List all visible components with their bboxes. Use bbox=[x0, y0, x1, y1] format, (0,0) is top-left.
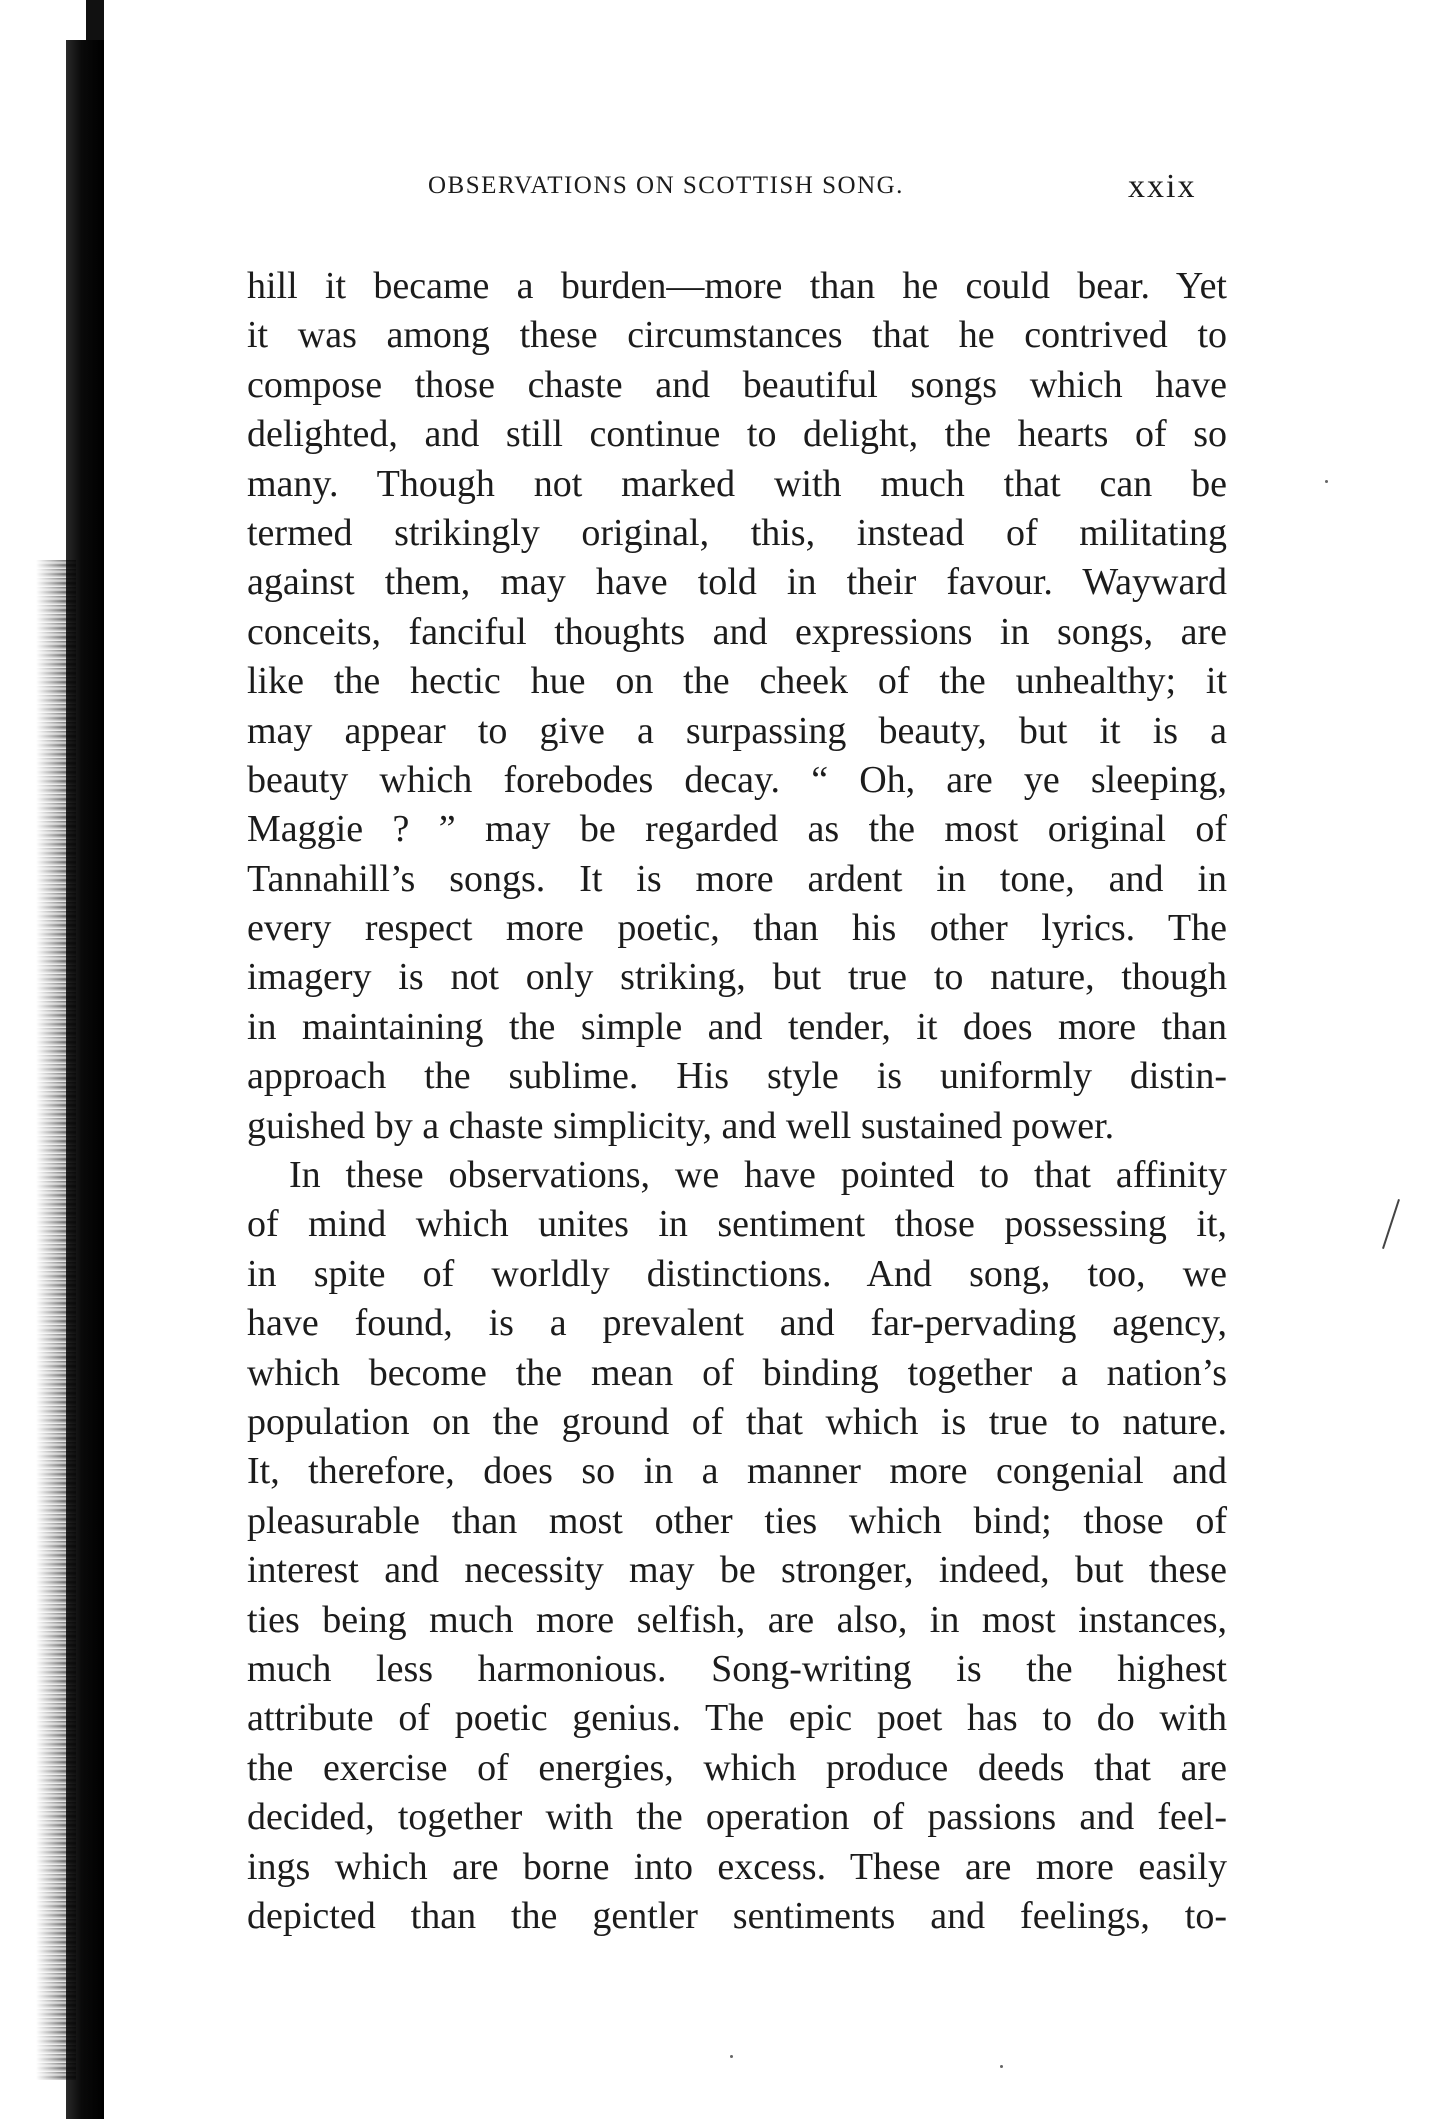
page-gutter-shadow bbox=[0, 0, 110, 2119]
text-line: approach the sublime. His style is uniformly distin- bbox=[247, 1055, 1227, 1098]
margin-stray-mark bbox=[1382, 1199, 1400, 1249]
text-line: in spite of worldly distinctions. And song, too, we bbox=[247, 1252, 1227, 1295]
text-line: many. Though not marked with much that can be bbox=[247, 462, 1227, 505]
text-line: imagery is not only striking, but true to nature, though bbox=[247, 956, 1227, 999]
text-line: depicted than the gentler sentiments and feelings, to- bbox=[247, 1894, 1227, 1937]
text-line: in maintaining the simple and tender, it does more than bbox=[247, 1005, 1227, 1048]
text-line: against them, may have told in their favour. Wayward bbox=[247, 561, 1227, 604]
text-line: have found, is a prevalent and far-pervading agency, bbox=[247, 1302, 1227, 1345]
paper-speck bbox=[1325, 480, 1328, 483]
text-line-paragraph-start: In these observations, we have pointed to that affinity bbox=[289, 1154, 1227, 1197]
text-line: attribute of poetic genius. The epic poet has to do with bbox=[247, 1697, 1227, 1740]
text-line: which become the mean of binding together a nation’s bbox=[247, 1351, 1227, 1394]
text-line: ties being much more selfish, are also, in most instances, bbox=[247, 1598, 1227, 1641]
text-line: decided, together with the operation of passions and feel- bbox=[247, 1796, 1227, 1839]
text-line: beauty which forebodes decay. “ Oh, are ye sleeping, bbox=[247, 758, 1227, 801]
text-line: like the hectic hue on the cheek of the unhealthy; it bbox=[247, 660, 1227, 703]
text-line: conceits, fanciful thoughts and expressions in songs, are bbox=[247, 610, 1227, 653]
text-line: much less harmonious. Song-writing is the highest bbox=[247, 1647, 1227, 1690]
text-line: of mind which unites in sentiment those possessing it, bbox=[247, 1203, 1227, 1246]
text-line: Tannahill’s songs. It is more ardent in tone, and in bbox=[247, 857, 1227, 900]
text-line: termed strikingly original, this, instead of militating bbox=[247, 511, 1227, 554]
text-line: Maggie ? ” may be regarded as the most original of bbox=[247, 808, 1227, 851]
text-line: compose those chaste and beautiful songs which have bbox=[247, 363, 1227, 406]
text-line: the exercise of energies, which produce deeds that are bbox=[247, 1746, 1227, 1789]
paper-speck bbox=[730, 2055, 733, 2058]
text-line: interest and necessity may be stronger, indeed, but these bbox=[247, 1549, 1227, 1592]
text-line: pleasurable than most other ties which bind; those of bbox=[247, 1499, 1227, 1542]
text-line: It, therefore, does so in a manner more congenial and bbox=[247, 1450, 1227, 1493]
body-text bbox=[247, 262, 1227, 1941]
text-line: may appear to give a surpassing beauty, but it is a bbox=[247, 709, 1227, 752]
paper-speck bbox=[1000, 2065, 1003, 2068]
page-number: xxix bbox=[1128, 168, 1197, 205]
text-line: population on the ground of that which is true to nature. bbox=[247, 1400, 1227, 1443]
text-line: ings which are borne into excess. These are more easily bbox=[247, 1845, 1227, 1888]
text-line: it was among these circumstances that he contrived to bbox=[247, 314, 1227, 357]
binding-edge-speckle bbox=[36, 560, 76, 2080]
running-head bbox=[428, 168, 1228, 212]
running-title: OBSERVATIONS ON SCOTTISH SONG. bbox=[428, 172, 904, 199]
text-line-paragraph-end: guished by a chaste simplicity, and well sustained power. bbox=[247, 1104, 1115, 1147]
text-line: delighted, and still continue to delight, the hearts of so bbox=[247, 413, 1227, 456]
text-line: hill it became a burden—more than he could bear. Yet bbox=[247, 265, 1227, 307]
text-line: every respect more poetic, than his other lyrics. The bbox=[247, 907, 1227, 950]
